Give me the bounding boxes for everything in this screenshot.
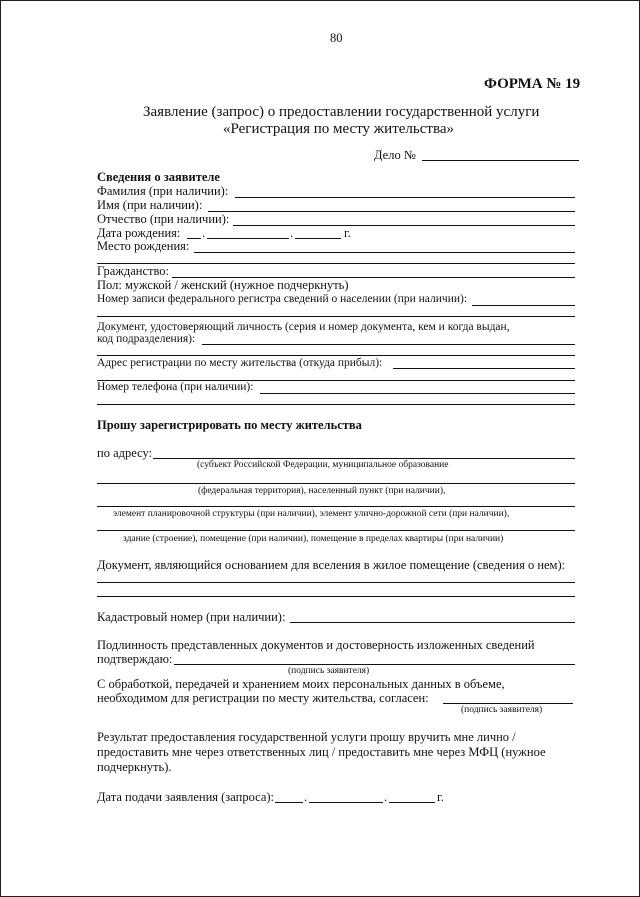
consent-line1: С обработкой, передачей и хранением моих персональных данных в объеме,: [97, 677, 505, 691]
phone-label: Номер телефона (при наличии):: [97, 381, 254, 393]
case-number-field[interactable]: [422, 160, 579, 161]
birth-date-suffix: г.: [344, 226, 351, 240]
address-field-3[interactable]: [97, 506, 575, 507]
citizenship-label: Гражданство:: [97, 264, 170, 278]
basis-doc-field-2[interactable]: [97, 596, 575, 597]
signature-hint: (подпись заявителя): [288, 666, 370, 676]
patronymic-field[interactable]: [233, 225, 575, 226]
id-doc-label-line2: код подразделения):: [97, 333, 196, 345]
name-label: Имя (при наличии):: [97, 198, 203, 212]
birth-date-label: Дата рождения:: [97, 226, 181, 240]
result-line2: предоставить мне через ответственных лиц / предоставить мне через МФЦ (нужное: [97, 745, 546, 759]
result-line1: Результат предоставления государственной услуги прошу вручить мне лично /: [97, 730, 516, 744]
submit-date-label: Дата подачи заявления (запроса):: [97, 790, 275, 804]
consent-signature-field[interactable]: [443, 703, 573, 704]
address-hint-1: (субъект Российской Федерации, муниципальное образование: [197, 460, 449, 470]
phone-field-2[interactable]: [97, 404, 575, 405]
submit-day-field[interactable]: [275, 802, 303, 803]
submit-year-field[interactable]: [389, 802, 435, 803]
address-hint-3: элемент планировочной структуры (при наличии), элемент улично-дорожной сети (при наличии),: [113, 509, 510, 519]
id-doc-label-line1: Документ, удостоверяющий личность (серия и номер документа, кем и когда выдан,: [97, 321, 510, 333]
basis-doc-field-1[interactable]: [97, 582, 575, 583]
registry-label: Номер записи федерального регистра сведений о населении (при наличии):: [97, 293, 468, 305]
registry-field[interactable]: [472, 305, 575, 306]
sex-label: Пол: мужской / женский (нужное подчеркнуть): [97, 278, 349, 292]
result-line3: подчеркнуть).: [97, 760, 172, 774]
id-doc-field-2[interactable]: [97, 355, 575, 356]
cadastral-label: Кадастровый номер (при наличии):: [97, 610, 286, 624]
birth-place-label: Место рождения:: [97, 239, 190, 253]
request-heading: Прошу зарегистрировать по месту жительства: [97, 418, 362, 432]
birth-place-field[interactable]: [194, 252, 575, 253]
address-field-1[interactable]: [153, 458, 575, 459]
address-field-2[interactable]: [97, 483, 575, 484]
form-label: ФОРМА № 19: [484, 76, 581, 92]
birth-month-field[interactable]: [207, 238, 289, 239]
phone-field[interactable]: [260, 393, 575, 394]
confirm-line1: Подлинность представленных документов и достоверность изложенных сведений: [97, 638, 535, 652]
applicant-heading: Сведения о заявителе: [97, 170, 220, 184]
patronymic-label: Отчество (при наличии):: [97, 212, 230, 226]
cadastral-field[interactable]: [290, 622, 575, 623]
address-hint-2: (федеральная территория), населенный пункт (при наличии),: [198, 486, 446, 496]
id-doc-field[interactable]: [202, 344, 575, 345]
submit-month-field[interactable]: [309, 802, 383, 803]
name-field[interactable]: [208, 211, 575, 212]
prev-address-field[interactable]: [393, 368, 575, 369]
submit-date-suffix: г.: [437, 790, 444, 804]
address-field-4[interactable]: [97, 530, 575, 531]
confirm-signature-field[interactable]: [174, 664, 575, 665]
surname-label: Фамилия (при наличии):: [97, 184, 229, 198]
address-hint-4: здание (строение), помещение (при наличии), помещение в пределах квартиры (при наличии): [123, 534, 504, 544]
title-line2: «Регистрация по месту жительства»: [223, 121, 454, 137]
surname-field[interactable]: [235, 197, 575, 198]
confirm-line2: подтверждаю:: [97, 652, 173, 666]
birth-year-field[interactable]: [295, 238, 341, 239]
registry-field-2[interactable]: [97, 316, 575, 317]
page-number: 80: [330, 31, 343, 45]
basis-doc-label: Документ, являющийся основанием для вселения в жилое помещение (сведения о нем):: [97, 558, 566, 572]
address-label: по адресу:: [97, 446, 153, 460]
prev-address-label: Адрес регистрации по месту жительства (откуда прибыл):: [97, 357, 383, 369]
title-line1: Заявление (запрос) о предоставлении государственной услуги: [143, 104, 540, 120]
case-number-label: Дело №: [374, 148, 416, 162]
consent-line2: необходимом для регистрации по месту жительства, согласен:: [97, 691, 429, 705]
signature-hint-2: (подпись заявителя): [461, 705, 543, 715]
